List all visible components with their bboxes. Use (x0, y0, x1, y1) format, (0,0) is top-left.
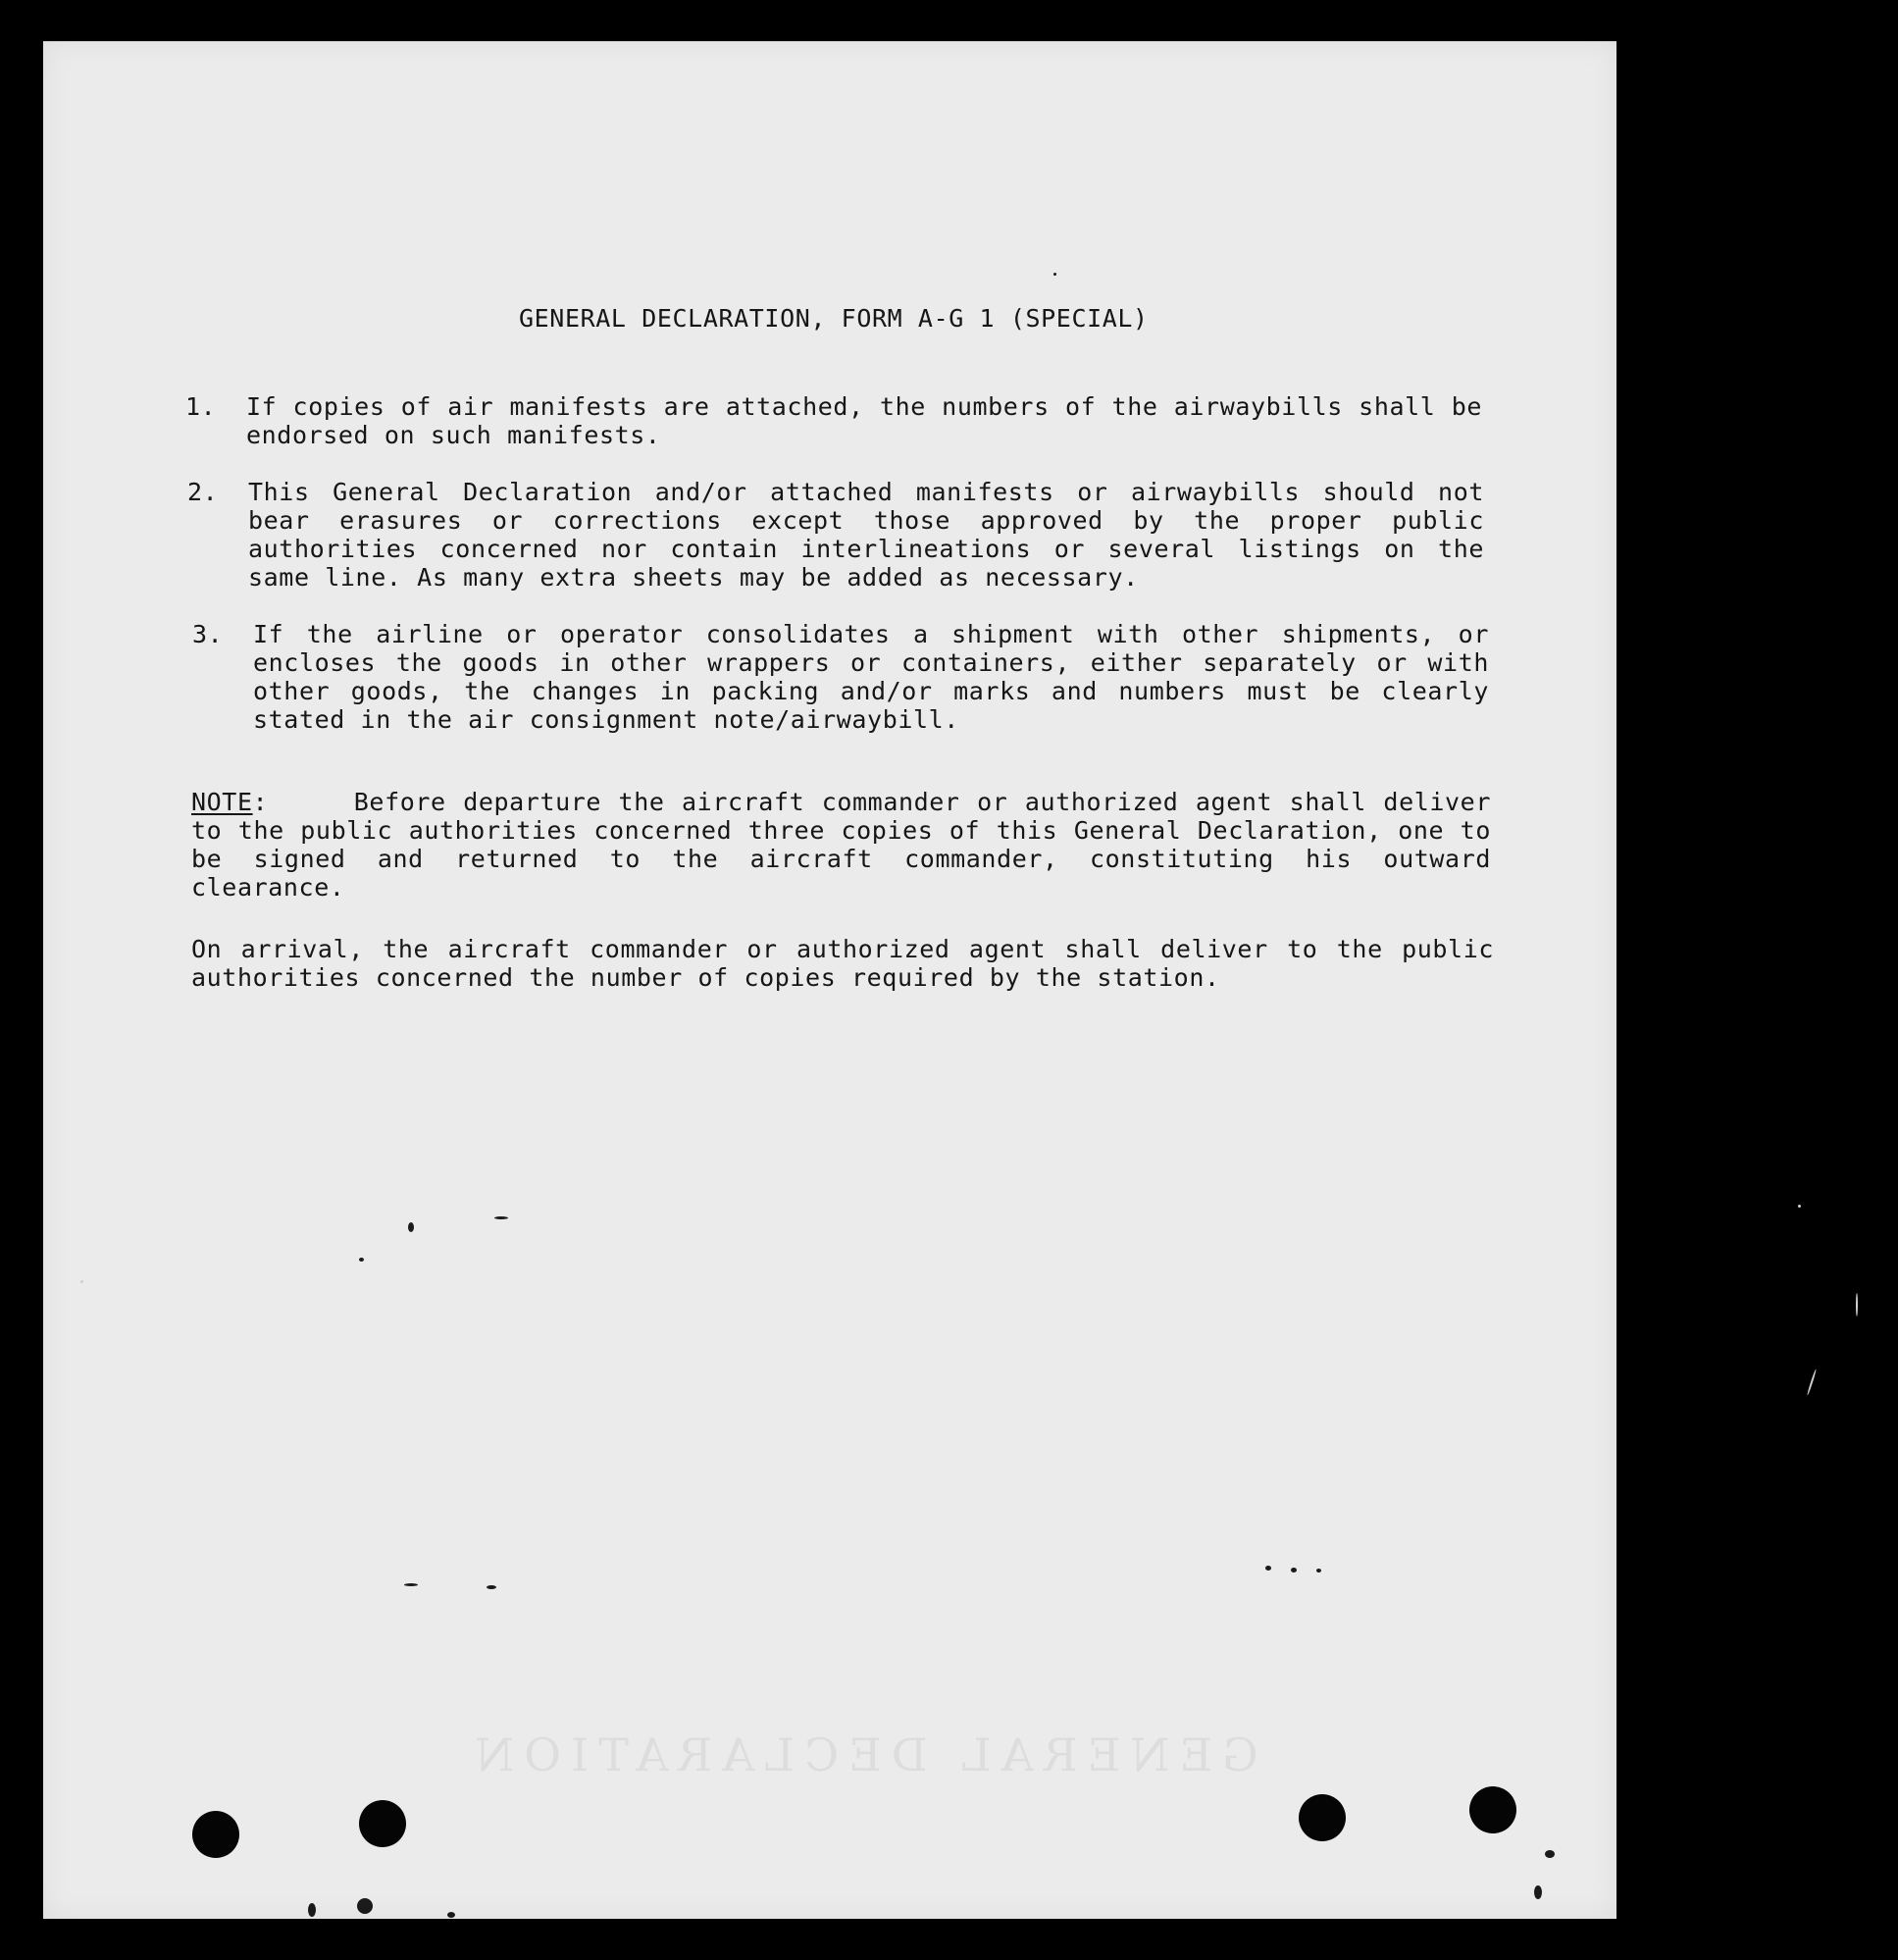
punch-hole (1469, 1786, 1516, 1833)
note-paragraph: NOTE: Before departure the aircraft commander or authorized agent shall deliver to the public authorities concerned three copies of this General Declaration, one to be signed and returned to the aircraft commander, constituting his outward clearance. (191, 788, 1491, 902)
punch-hole (192, 1811, 239, 1858)
item-text: If the airline or operator consolidates a shipment with other shipments, or encloses the goods in other wrappers or containers, either separately or with other goods, the changes in packing and/or marks and numbers must be clearly stated in the air consignment note/airwaybill. (253, 620, 1489, 734)
note-label: NOTE (191, 788, 253, 816)
arrival-paragraph: On arrival, the aircraft commander or authorized agent shall deliver to the public authorities concerned the number of copies required by the station. (191, 935, 1494, 992)
scan-speck (1265, 1566, 1271, 1571)
scan-speck (357, 1898, 373, 1914)
scan-speck (487, 1585, 496, 1589)
scan-speck (494, 1216, 508, 1219)
item-text: If copies of air manifests are attached, the numbers of the airwaybills shall be endorsed on such manifests. (246, 392, 1482, 449)
scan-speck (1798, 1205, 1801, 1208)
item-number: 1. (185, 392, 217, 421)
scan-speck (408, 1222, 414, 1232)
item-text: This General Declaration and/or attached manifests or airwaybills should not bear erasures or corrections except those approved by the proper public authorities concerned nor contain interlineations or several listings on the same line. As many extra sheets may be added as necessary. (248, 478, 1484, 592)
scan-speck (80, 1280, 83, 1283)
document-title: GENERAL DECLARATION, FORM A-G 1 (SPECIAL) (519, 304, 1149, 333)
scan-speck (1053, 273, 1056, 276)
bleed-through-text: GENERAL DECLARATION (465, 1728, 1258, 1781)
punch-hole (359, 1800, 406, 1847)
scan-speck (404, 1583, 418, 1586)
document-page (43, 41, 1616, 1919)
item-number: 2. (187, 478, 219, 506)
scan-speck (359, 1258, 364, 1262)
scan-speck (308, 1903, 316, 1917)
scan-speck (1316, 1569, 1321, 1573)
scan-speck (447, 1912, 455, 1918)
scan-speck (1545, 1850, 1555, 1858)
scan-speck (1807, 1368, 1818, 1395)
scan-speck (1856, 1293, 1858, 1316)
punch-hole (1299, 1794, 1346, 1841)
item-number: 3. (192, 620, 224, 648)
scan-speck (1534, 1885, 1542, 1899)
scan-speck (1291, 1568, 1297, 1573)
note-text: Before departure the aircraft commander or authorized agent shall deliver to the public authorities concerned three copies of this General Declaration, one to be signed and returned to the aircraft commander, constituting his outward clearance. (191, 788, 1491, 902)
